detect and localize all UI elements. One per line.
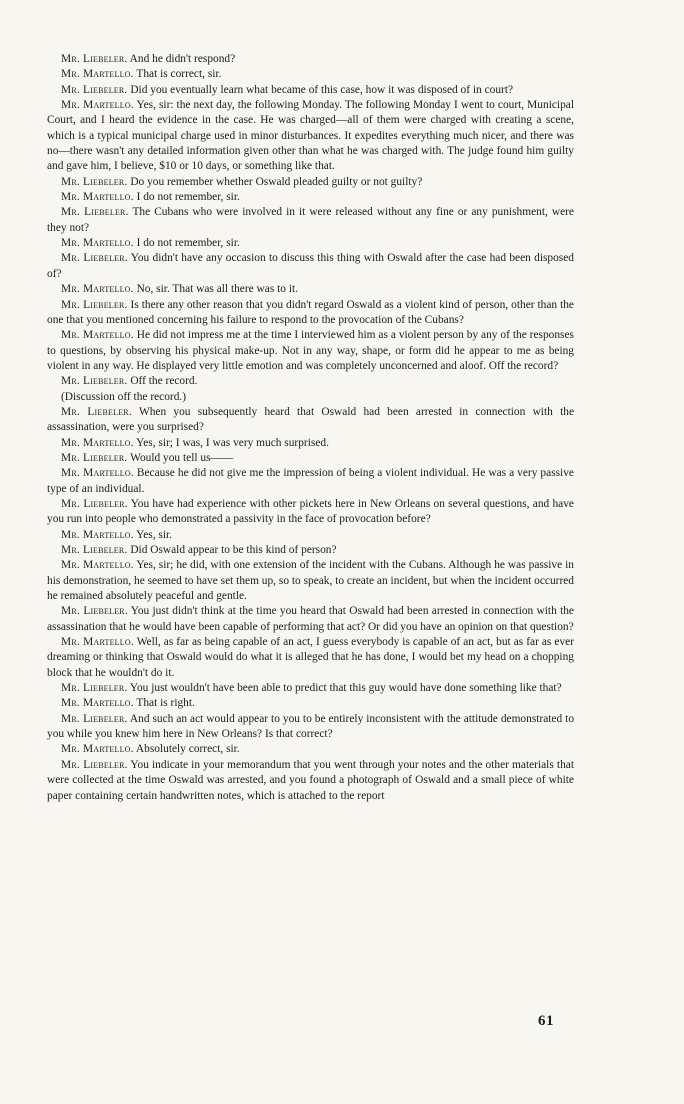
speaker-name: Mr. Liebeler. xyxy=(61,605,128,618)
utterance: When you subsequently heard that Oswald had been arrested in connection with the assassination, were you surprised? xyxy=(47,405,574,434)
transcript-paragraph xyxy=(47,635,574,681)
utterance: He did not impress me at the time I interviewed him as a violent person by any of the responses to questions, by observing his physical make-up. Not in any way, shape, or form did he appear to me as being violent in any way. He displayed very little emotion and was completely unconcerned and aloof. Off the record? xyxy=(47,329,574,372)
speaker-name: Mr. Martello. xyxy=(61,467,134,480)
utterance: And such an act would appear to you to be entirely inconsistent with the attitude demonstrated to you while you knew him here in New Orleans? Is that correct? xyxy=(47,712,575,741)
transcript-paragraph xyxy=(47,712,574,743)
transcript-paragraph xyxy=(47,374,574,389)
speaker-name: Mr. Liebeler. xyxy=(61,375,128,388)
speaker-name: Mr. Martello. xyxy=(61,436,134,449)
utterance: That is correct, sir. xyxy=(136,68,222,81)
transcript-paragraph xyxy=(47,497,574,528)
speaker-name: Mr. Liebeler. xyxy=(61,252,128,265)
speaker-name: Mr. Liebeler. xyxy=(61,206,129,219)
transcript-paragraph xyxy=(47,67,574,82)
utterance: Did you eventually learn what became of this case, how it was disposed of in court? xyxy=(130,83,514,96)
speaker-name: Mr. Liebeler. xyxy=(61,298,128,311)
utterance: No, sir. That was all there was to it. xyxy=(136,283,299,296)
utterance: The Cubans who were involved in it were released without any fine or any punishment, were they not? xyxy=(47,206,574,234)
transcript-paragraph xyxy=(47,604,574,635)
utterance: Yes, sir. xyxy=(136,528,173,541)
utterance: You indicate in your memorandum that you went through your notes and the other materials that were collected at the time Oswald was arrested, and you found a photograph of Oswald and a small piece of white paper containing certain handwritten notes, which is attached to the report xyxy=(47,758,574,802)
transcript-paragraph xyxy=(47,83,574,98)
utterance: That is right. xyxy=(136,697,195,710)
transcript-paragraph xyxy=(47,742,574,757)
utterance: Is there any other reason that you didn't regard Oswald as a violent kind of person, other than the one that you mentioned concerning his failure to respond to the provocation of the Cubans? xyxy=(47,298,574,326)
transcript-paragraph xyxy=(47,758,574,804)
transcript-paragraph xyxy=(47,466,574,497)
speaker-name: Mr. Liebeler. xyxy=(61,544,128,556)
utterance: Yes, sir: the next day, the following Monday. The following Monday I went to court, Municipal Court, and I heard the evidence in the case. He was charged—all of them were charged with creating a scene, which is a typical municipal charge used in minor disturbances. It expedites everything much nicer, and there was no—there wasn't any detailed information given other than what he was charged with. The judge found him guilty and gave him, I believe, $10 or 10 days, or something like that. xyxy=(47,99,574,173)
utterance: Yes, sir; he did, with one extension of the incident with the Cubans. Although he was passive in his demonstration, he seemed to have set them up, so to speak, to create an incident, but when the incident occurred he remained absolutely peaceful and gentle. xyxy=(47,559,574,603)
speaker-name: Mr. Martello. xyxy=(61,237,134,250)
transcript-paragraph xyxy=(47,175,574,190)
utterance: You have had experience with other pickets here in New Orleans on several questions, and have you run into people who demonstrated a passivity in the face of provocation before? xyxy=(47,497,574,526)
utterance: Did Oswald appear to be this kind of person? xyxy=(130,544,337,556)
transcript-paragraph xyxy=(47,681,574,696)
transcript-paragraph xyxy=(47,328,574,374)
utterance: I do not remember, sir. xyxy=(136,237,240,250)
utterance: Because he did not give me the impression of being a violent individual. He was a very passive type of an individual. xyxy=(47,467,574,495)
transcript-paragraph xyxy=(47,451,574,466)
utterance: You didn't have any occasion to discuss this thing with Oswald after the case had been disposed of? xyxy=(47,252,574,280)
utterance: Yes, sir; I was, I was very much surprised. xyxy=(136,436,329,449)
transcript-paragraph xyxy=(47,298,574,329)
speaker-name: Mr. Martello. xyxy=(61,697,134,710)
speaker-name: Mr. Liebeler. xyxy=(61,83,128,96)
transcript-paragraph xyxy=(47,190,574,205)
utterance: Absolutely correct, sir. xyxy=(135,743,240,756)
speaker-name: Mr. Martello. xyxy=(61,191,134,204)
transcript-paragraph xyxy=(47,558,574,604)
transcript-paragraph xyxy=(47,251,574,282)
speaker-name: Mr. Liebeler. xyxy=(61,758,128,771)
transcript-paragraph xyxy=(47,282,574,297)
speaker-name: Mr. Martello. xyxy=(61,636,134,649)
speaker-name: Mr. Martello. xyxy=(61,329,134,342)
utterance: Would you tell us—— xyxy=(130,451,234,464)
transcript-paragraph xyxy=(47,543,574,558)
transcript-paragraph xyxy=(47,405,574,436)
speaker-name: Mr. Liebeler. xyxy=(61,682,128,695)
speaker-name: Mr. Martello. xyxy=(61,68,134,81)
transcript-paragraph xyxy=(47,528,574,543)
utterance: You just didn't think at the time you heard that Oswald had been arrested in connection with the assassination that he would have been capable of performing that act? Or did you have an opinion on that question? xyxy=(47,605,574,633)
transcript-paragraph xyxy=(47,205,574,236)
speaker-name: Mr. Liebeler. xyxy=(61,53,128,65)
speaker-name: Mr. Liebeler. xyxy=(61,175,128,188)
transcript-paragraph xyxy=(47,236,574,251)
transcript-paragraph xyxy=(47,696,574,711)
utterance: Do you remember whether Oswald pleaded guilty or not guilty? xyxy=(130,175,423,188)
utterance: Off the record. xyxy=(130,375,198,388)
transcript-paragraph xyxy=(47,52,574,67)
transcript-paragraph xyxy=(47,390,574,405)
speaker-name: Mr. Martello. xyxy=(61,559,134,572)
utterance: I do not remember, sir. xyxy=(136,191,240,204)
utterance: And he didn't respond? xyxy=(129,53,236,65)
speaker-name: Mr. Martello. xyxy=(61,283,134,296)
speaker-name: Mr. Liebeler. xyxy=(61,405,132,418)
transcript-paragraph xyxy=(47,98,574,175)
speaker-name: Mr. Liebeler. xyxy=(61,451,128,464)
speaker-name: Mr. Martello. xyxy=(61,743,134,756)
testimony-transcript xyxy=(47,52,574,804)
speaker-name: Mr. Liebeler. xyxy=(61,712,128,725)
utterance: Well, as far as being capable of an act, I guess everybody is capable of an act, but as far as ever dreaming or thinking that Oswald would do what it is alleged that he has done, I would bet my head on a chopping block that he wouldn't do it. xyxy=(47,636,574,679)
speaker-name: Mr. Martello. xyxy=(61,99,134,112)
utterance: You just wouldn't have been able to predict that this guy would have done something like that? xyxy=(129,682,562,695)
stage-direction: (Discussion off the record.) xyxy=(61,390,187,403)
speaker-name: Mr. Liebeler. xyxy=(61,497,128,510)
transcript-paragraph xyxy=(47,436,574,451)
speaker-name: Mr. Martello. xyxy=(61,528,134,541)
page-number: 61 xyxy=(538,1013,554,1029)
